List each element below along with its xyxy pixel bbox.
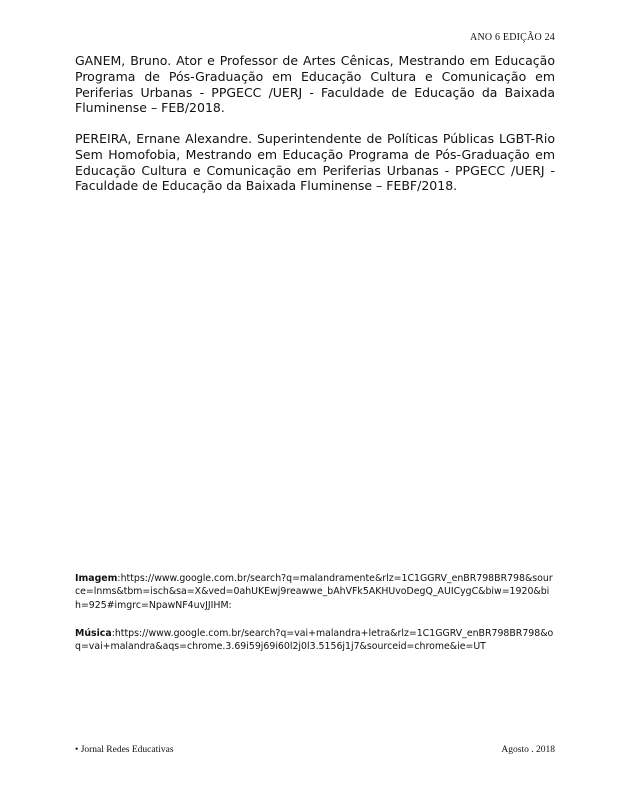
reference-image	[75, 572, 555, 612]
reference-music-separator: :	[111, 628, 115, 639]
reference-music-label: Música	[75, 628, 112, 639]
reference-image-separator: :	[117, 573, 121, 584]
edition-header: ANO 6 EDIÇÃO 24	[470, 32, 555, 43]
author-bio-ganem: GANEM, Bruno. Ator e Professor de Artes Cênicas, Mestrando em Educação Programa de Pós-Graduação em Educação Cultura e Comunicação em Periferias Urbanas - PPGECC /UERJ - Faculdade de Educação da Baixada Fluminense – FEB/2018.	[75, 53, 555, 116]
reference-image-label: Imagem	[75, 573, 118, 584]
reference-music	[75, 627, 555, 654]
footer-date: Agosto . 2018	[501, 745, 555, 755]
reference-image-url[interactable]: https://www.google.com.br/search?q=malandramente&rlz=1C1GGRV_enBR798BR798&source=lnms&tbm=isch&sa=X&ved=0ahUKEwj9reawwe_bAhVFk5AKHUvoDegQ_AUICygC&biw=1920&bih=925#imgrc=NpawNF4uvJJIHM:	[75, 573, 553, 611]
reference-music-url[interactable]: https://www.google.com.br/search?q=vai+malandra+letra&rlz=1C1GGRV_enBR798BR798&oq=vai+malandra&aqs=chrome.3.69i59j69i60l2j0l3.5156j1j7&sourceid=chrome&ie=UT	[75, 628, 554, 653]
author-bio-pereira: PEREIRA, Ernane Alexandre. Superintendente de Políticas Públicas LGBT-Rio Sem Homofobia, Mestrando em Educação Programa de Pós-Graduação em Educação Cultura e Comunicação em Periferias Urbanas - PPGECC /UERJ - Faculdade de Educação da Baixada Fluminense – FEBF/2018.	[75, 131, 555, 194]
footer-journal-name: • Jornal Redes Educativas	[75, 745, 174, 755]
